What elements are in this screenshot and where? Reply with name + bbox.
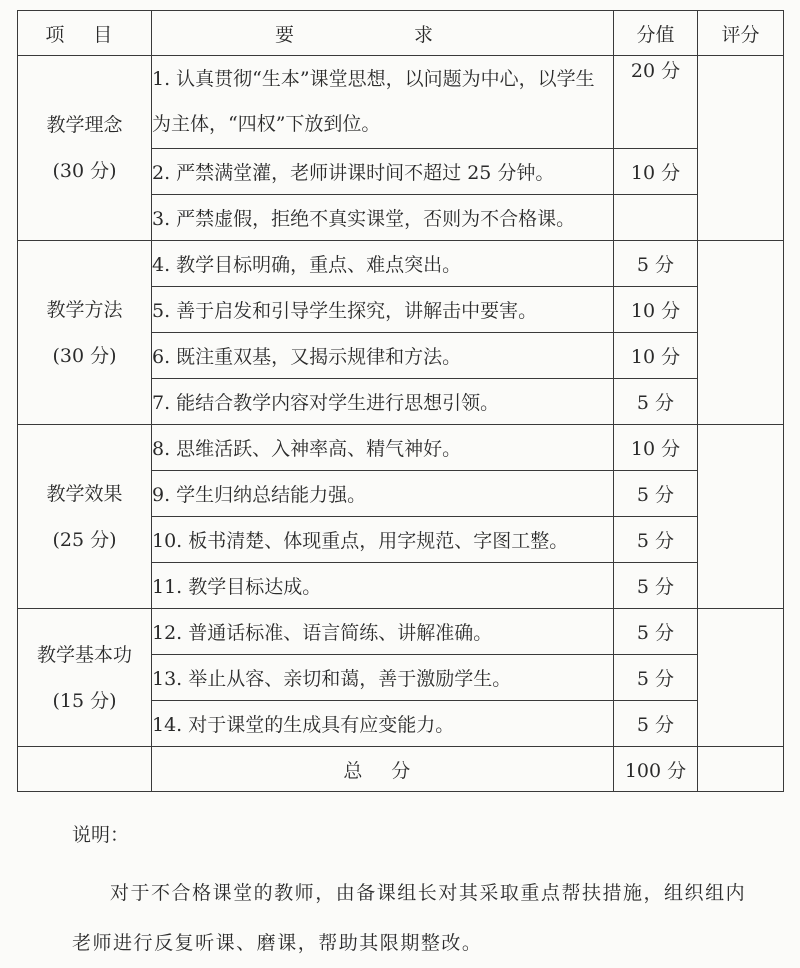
category-cell [18, 425, 152, 609]
table-row [18, 241, 784, 287]
score-cell: 5 分 [614, 655, 698, 701]
requirement-cell: 4. 教学目标明确，重点、难点突出。 [152, 241, 614, 287]
score-cell: 10 分 [614, 287, 698, 333]
requirement-cell: 3. 严禁虚假，拒绝不真实课堂，否则为不合格课。 [152, 195, 614, 241]
score-cell: 10 分 [614, 425, 698, 471]
evaluation-cell[interactable] [698, 56, 784, 241]
header-item: 项 目 [18, 11, 152, 56]
total-row [18, 747, 784, 792]
requirement-cell: 14. 对于课堂的生成具有应变能力。 [152, 701, 614, 747]
evaluation-cell[interactable] [698, 425, 784, 609]
requirement-cell: 13. 举止从容、亲切和蔼，善于激励学生。 [152, 655, 614, 701]
category-points: (30 分) [52, 344, 117, 367]
category-points: (30 分) [52, 160, 117, 182]
header-evaluation: 评分 [698, 11, 784, 56]
requirement-cell: 12. 普通话标准、语言简练、讲解准确。 [152, 609, 614, 655]
table-row [18, 56, 784, 149]
total-label: 总 分 [152, 747, 614, 792]
requirement-cell: 1. 认真贯彻“生本”课堂思想，以问题为中心，以学生为主体，“四权”下放到位。 [152, 56, 614, 149]
score-cell: 5 分 [614, 517, 698, 563]
category-cell [18, 609, 152, 747]
category-cell [18, 241, 152, 425]
category-points: (15 分) [52, 689, 117, 712]
score-cell: 5 分 [614, 471, 698, 517]
total-score: 100 分 [614, 747, 698, 792]
requirement-cell: 5. 善于启发和引导学生探究，讲解击中要害。 [152, 287, 614, 333]
table-header-row [18, 11, 784, 56]
total-evaluation-cell[interactable] [698, 747, 784, 792]
header-requirement: 要 求 [152, 11, 614, 56]
score-cell: 5 分 [614, 609, 698, 655]
table-row [18, 609, 784, 655]
evaluation-table [17, 10, 784, 792]
category-name: 教学效果 [46, 482, 123, 505]
score-cell: 5 分 [614, 563, 698, 609]
notes-label: 说明： [72, 824, 130, 846]
category-cell [18, 56, 152, 241]
requirement-cell: 8. 思维活跃、入神率高、精气神好。 [152, 425, 614, 471]
table-row [18, 425, 784, 471]
requirement-cell: 7. 能结合教学内容对学生进行思想引领。 [152, 379, 614, 425]
requirement-cell: 6. 既注重双基，又揭示规律和方法。 [152, 333, 614, 379]
score-cell: 5 分 [614, 379, 698, 425]
evaluation-cell[interactable] [698, 609, 784, 747]
category-name: 教学理念 [46, 114, 123, 136]
requirement-cell: 11. 教学目标达成。 [152, 563, 614, 609]
score-cell: 5 分 [614, 241, 698, 287]
header-score: 分值 [614, 11, 698, 56]
notes-body: 对于不合格课堂的教师，由备课组长对其采取重点帮扶措施，组织组内老师进行反复听课、磨课，帮助其限期整改。 [72, 882, 747, 954]
evaluation-cell[interactable] [698, 241, 784, 425]
score-cell: 10 分 [614, 333, 698, 379]
requirement-cell: 9. 学生归纳总结能力强。 [152, 471, 614, 517]
score-cell: 10 分 [614, 149, 698, 195]
score-cell: 20 分 [614, 56, 698, 149]
requirement-cell: 2. 严禁满堂灌，老师讲课时间不超过 25 分钟。 [152, 149, 614, 195]
requirement-cell: 10. 板书清楚、体现重点，用字规范、字图工整。 [152, 517, 614, 563]
category-name: 教学基本功 [36, 643, 132, 666]
total-empty-cell [18, 747, 152, 792]
score-cell [614, 195, 698, 241]
score-cell: 5 分 [614, 701, 698, 747]
category-name: 教学方法 [46, 298, 123, 321]
category-points: (25 分) [52, 528, 117, 551]
